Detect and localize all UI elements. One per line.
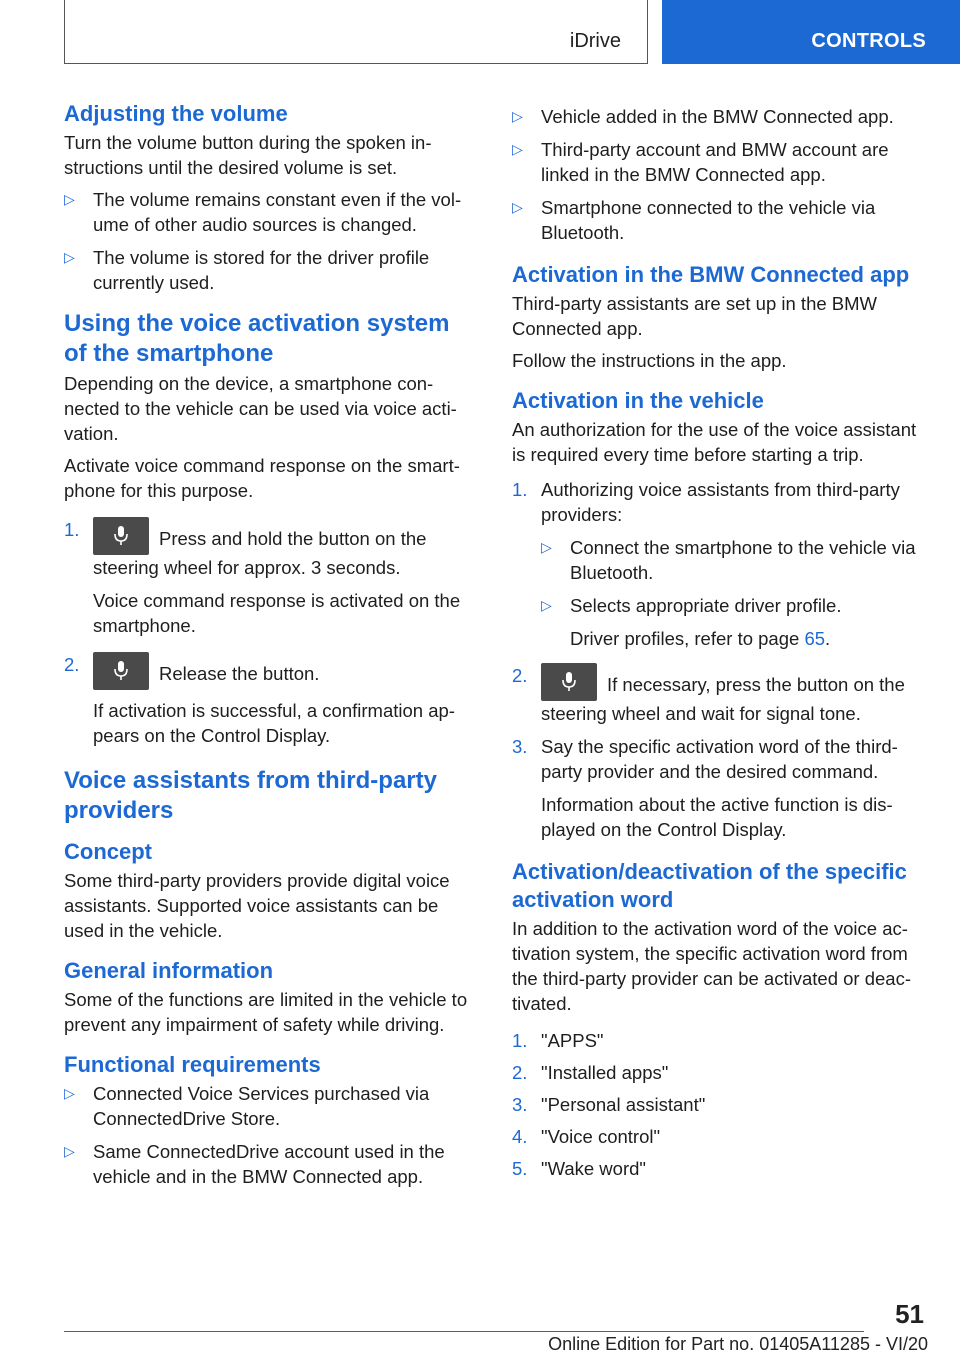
triangle-bullet-icon: ▷	[541, 539, 552, 555]
heading-smartphone-voice: Using the voice activation system of the smartphone	[64, 310, 450, 367]
list-item: ▷ Connected Voice Services purchased via ConnectedDrive Store.	[64, 1083, 430, 1129]
step-item: 1. Press and hold the button on the steering wheel for approx. 3 seconds.	[64, 519, 427, 578]
heading-third-party: Voice assistants from third-party providers	[64, 767, 437, 824]
menu-path-list	[512, 1028, 926, 1181]
page-link[interactable]: 65	[804, 628, 826, 649]
paragraph-smartphone-1: Depending on the device, a smartphone con-nected to the vehicle can be used via voice acti-vation.	[64, 373, 457, 444]
triangle-bullet-icon: ▷	[64, 1085, 75, 1101]
step-note: Information about the active function is dis-played on the Control Display.	[541, 794, 893, 840]
triangle-bullet-icon: ▷	[541, 597, 552, 613]
paragraph-app-2: Follow the instructions in the app.	[512, 350, 787, 371]
heading-activation-app: Activation in the BMW Connected app	[512, 262, 910, 287]
voice-button-icon	[93, 652, 149, 690]
step-item: 2. Release the button.	[64, 652, 478, 690]
header-chapter-label: CONTROLS	[811, 30, 926, 52]
list-item: ▷ Same ConnectedDrive account used in the vehicle and in the BMW Connected app.	[64, 1141, 445, 1187]
triangle-bullet-icon: ▷	[512, 141, 523, 157]
paragraph-app-1: Third-party assistants are set up in the BMW Connected app.	[512, 293, 877, 339]
list-item: ▷ Third-party account and BMW account are linked in the BMW Connected app.	[512, 139, 889, 185]
heading-adjusting-volume: Adjusting the volume	[64, 101, 288, 126]
list-item: ▷ The volume remains constant even if the vol-ume of other audio sources is changed.	[64, 189, 462, 235]
list-item: 1. "APPS"	[512, 1030, 604, 1051]
triangle-bullet-icon: ▷	[512, 199, 523, 215]
paragraph-vehicle: An authorization for the use of the voice assistant is required every time before starting a trip.	[512, 419, 917, 465]
list-item: ▷ Connect the smartphone to the vehicle via Bluetooth.	[541, 537, 916, 583]
triangle-bullet-icon: ▷	[512, 108, 523, 124]
paragraph-volume: Turn the volume button during the spoken in-structions until the desired volume is set.	[64, 132, 432, 178]
paragraph-smartphone-2: Activate voice command response on the smart-phone for this purpose.	[64, 455, 460, 501]
step-note: Voice command response is activated on the smartphone.	[93, 590, 461, 636]
list-item: ▷ Selects appropriate driver profile.	[541, 595, 842, 616]
step-item: 3. Say the specific activation word of the third-party provider and the desired command.	[512, 736, 898, 782]
header-frame	[64, 0, 648, 64]
heading-activation-word: Activation/deactivation of the specific activation word	[512, 859, 907, 912]
header-section-title: iDrive	[569, 30, 621, 52]
list-item: ▷ Vehicle added in the BMW Connected app.	[512, 106, 894, 127]
list-item: 4. "Voice control"	[512, 1126, 661, 1147]
triangle-bullet-icon: ▷	[64, 191, 75, 207]
footer-divider	[64, 1331, 864, 1332]
footer-edition: Online Edition for Part no. 01405A11285 - VI/20	[548, 1334, 928, 1354]
list-item: 5. "Wake word"	[512, 1158, 646, 1179]
heading-general-information: General information	[64, 958, 274, 983]
paragraph-concept: Some third-party providers provide digital voice assistants. Supported voice assistants can be used in the vehicle.	[64, 870, 450, 941]
page-number: 51	[895, 1299, 924, 1329]
triangle-bullet-icon: ▷	[64, 249, 75, 265]
list-item: ▷ The volume is stored for the driver profile currently used.	[64, 247, 430, 293]
heading-concept: Concept	[64, 839, 152, 864]
list-item: 3. "Personal assistant"	[512, 1094, 706, 1115]
header-chapter-tab	[662, 0, 960, 64]
step-note: If activation is successful, a confirmation ap-pears on the Control Display.	[93, 700, 455, 746]
heading-activation-vehicle: Activation in the vehicle	[512, 388, 764, 413]
list-item: 2. "Installed apps"	[512, 1062, 669, 1083]
right-column	[512, 98, 926, 1188]
heading-functional-requirements: Functional requirements	[64, 1052, 321, 1077]
left-column	[64, 98, 478, 1197]
step-note: Driver profiles, refer to page 65.	[570, 628, 831, 649]
step-item: 1. Authorizing voice assistants from third-party providers:	[512, 479, 900, 525]
triangle-bullet-icon: ▷	[64, 1143, 75, 1159]
voice-button-icon	[93, 517, 149, 555]
step-item: 2. If necessary, press the button on the steering wheel and wait for signal tone.	[512, 665, 905, 724]
list-item: ▷ Smartphone connected to the vehicle via Bluetooth.	[512, 197, 876, 243]
paragraph-general: Some of the functions are limited in the vehicle to prevent any impairment of safety while driving.	[64, 989, 468, 1035]
voice-button-icon	[541, 663, 597, 701]
paragraph-word: In addition to the activation word of the voice ac-tivation system, the specific activation word from the third-party provider can be activated or deac-tivated.	[512, 918, 911, 1014]
